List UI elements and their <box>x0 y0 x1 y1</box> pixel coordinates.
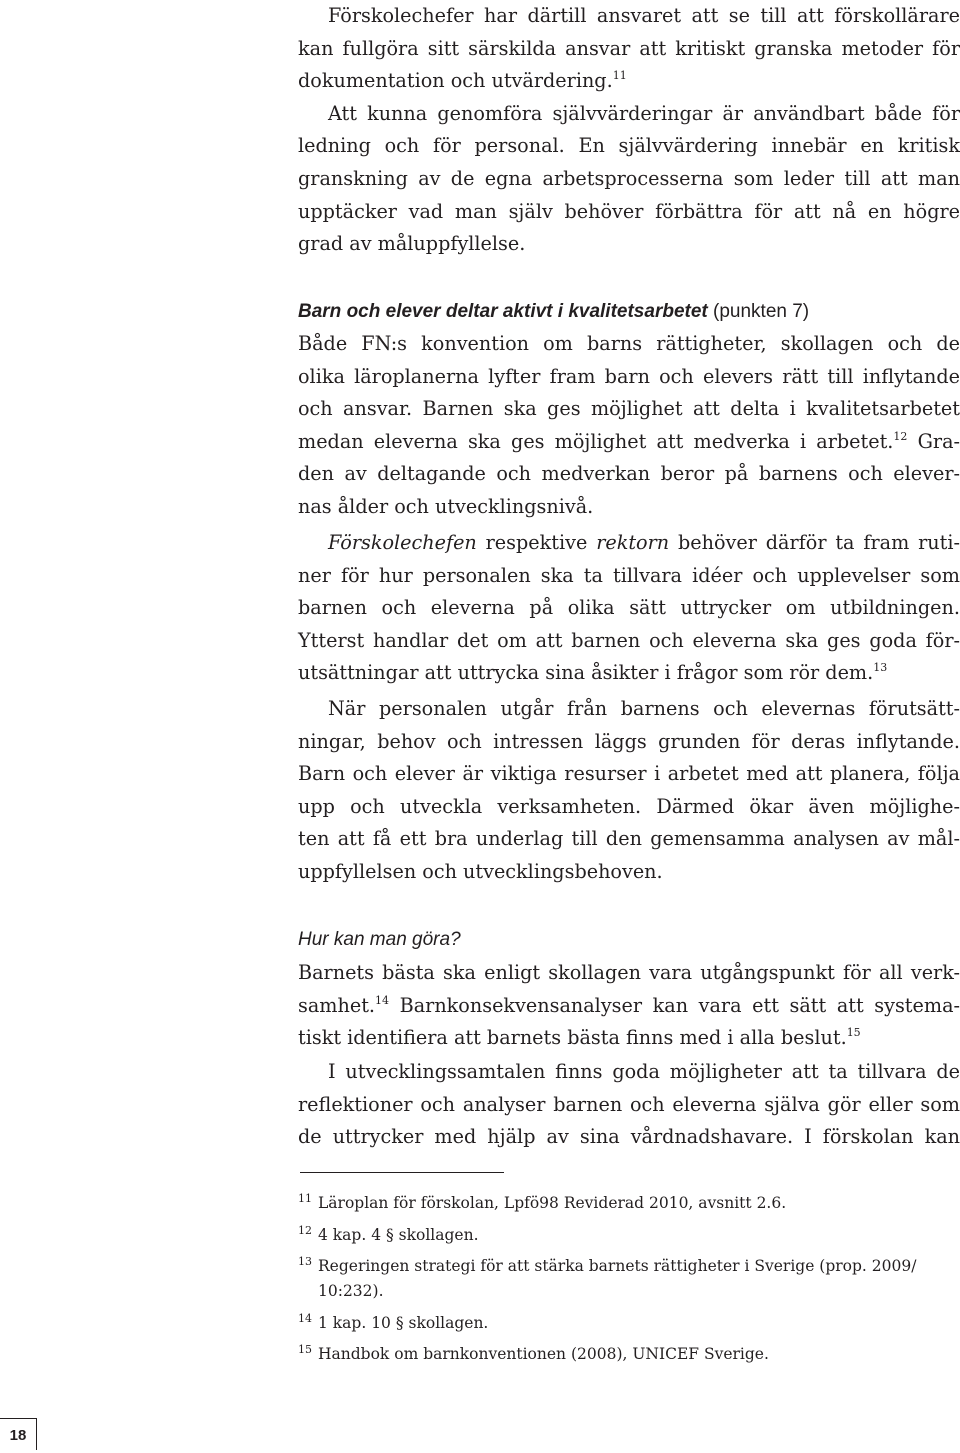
text-line: upp och utveckla verksamheten. Därmed ökar även möjlighe- <box>298 794 960 818</box>
footnote-ref: 12 <box>893 429 908 443</box>
text-fragment: utsättningar att uttrycka sina åsikter i frågor som rör dem. <box>298 661 874 685</box>
text-line: kan fullgöra sitt särskilda ansvar att kritiskt granska metoder för <box>298 36 960 60</box>
text-line: upptäcker vad man själv behöver förbättra för att nå en högre <box>298 199 960 223</box>
section1-paragraph-3 <box>298 693 960 889</box>
text-line: grad av måluppfyllelse. <box>298 232 526 256</box>
footnote-divider <box>300 1172 504 1173</box>
footnote-ref: 11 <box>612 69 627 83</box>
footnote-number: 14 <box>298 1312 312 1325</box>
text-fragment: Barnkonsekvensanalyser kan vara ett sätt att systema- <box>389 993 960 1017</box>
footnote <box>298 1249 916 1304</box>
text-line: Ytterst handlar det om att barnen och eleverna ska ges goda för- <box>298 628 960 652</box>
footnote-number: 13 <box>298 1255 312 1268</box>
italic-term: Förskolechefen <box>328 531 477 554</box>
footnote <box>298 1306 488 1336</box>
text-line: Både FN:s konvention om barns rättigheter, skollagen och de <box>298 332 960 355</box>
footnote-text: Regeringen strategi för att stärka barnets rättigheter i Sverige (prop. 2009/ <box>318 1257 917 1275</box>
text-line: När personalen utgår från barnens och elevernas förutsätt- <box>328 697 960 720</box>
text-line: nas ålder och utvecklingsnivå. <box>298 494 594 518</box>
text-line: ner för hur personalen ska ta tillvara idéer och upplevelser som <box>298 563 960 587</box>
text-line: Barn och elever är viktiga resurser i arbetet med att planera, följa <box>298 762 960 786</box>
text-line: I utvecklingssamtalen finns goda möjligheter att ta tillvara de <box>328 1060 960 1083</box>
footnote-text: Läroplan för förskolan, Lpfö98 Reviderad 2010, avsnitt 2.6. <box>318 1194 787 1212</box>
text-line: reflektioner och analyser barnen och eleverna själva gör eller som <box>298 1092 960 1116</box>
footnote <box>298 1337 769 1367</box>
text-line <box>298 1022 960 1055</box>
section1-paragraph-1 <box>298 328 960 524</box>
text-line: den av deltagande och medverkan beror på barnens och elever- <box>298 462 960 486</box>
text-line: och ansvar. Barnen ska ges möjlighet att delta i kvalitetsarbetet <box>298 397 960 421</box>
footnote-number: 11 <box>298 1192 312 1205</box>
text-line: granskning av de egna arbetsprocesserna som leder till att man <box>298 166 960 190</box>
footnote-text: 4 kap. 4 § skollagen. <box>318 1226 479 1244</box>
text-line: de uttrycker med hjälp av sina vårdnadshavare. I förskolan kan <box>298 1125 960 1149</box>
footnote-number: 15 <box>298 1343 312 1356</box>
text-fragment: tiskt identifiera att barnets bästa finns med i alla beslut. <box>298 1026 847 1050</box>
intro-paragraph <box>298 0 960 261</box>
page-number: 18 <box>0 1418 37 1450</box>
text-fragment: Gra- <box>907 429 960 453</box>
italic-term: rektorn <box>596 531 670 554</box>
footnote-text: 1 kap. 10 § skollagen. <box>318 1314 489 1332</box>
heading-bold: Barn och elever deltar aktivt i kvalitetsarbetet <box>298 301 708 322</box>
section2-paragraph-1 <box>298 957 960 1055</box>
text-fragment: medan eleverna ska ges möjlighet att medverka i arbetet. <box>298 429 894 453</box>
text-line: uppfyllelsen och utvecklingsbehoven. <box>298 859 663 883</box>
text-line: olika läroplanerna lyfter fram barn och elevers rätt till inflytande <box>298 364 960 388</box>
text-line: Barnets bästa ska enligt skollagen vara utgångspunkt för all verk- <box>298 961 960 984</box>
text-line <box>298 426 960 459</box>
footnote-text: 10:232). <box>318 1282 384 1300</box>
footnote-ref: 13 <box>873 661 888 675</box>
section-heading <box>298 296 960 328</box>
footnote-ref: 14 <box>375 993 390 1007</box>
footnote <box>298 1186 786 1216</box>
heading-rest: (punkten 7) <box>707 301 810 322</box>
text-line: Att kunna genomföra självvärderingar är användbart både för <box>328 101 960 125</box>
footnote-ref: 15 <box>846 1026 861 1040</box>
section1-paragraph-2 <box>298 527 960 690</box>
text-fragment: samhet. <box>298 993 376 1017</box>
text-fragment: respektive <box>476 531 597 554</box>
section-heading <box>298 924 960 956</box>
footnote-text: Handbok om barnkonventionen (2008), UNICEF Sverige. <box>318 1345 769 1363</box>
text-line: ningar, behov och intressen läggs grunden för deras inflytande. <box>298 729 960 753</box>
footnote-number: 12 <box>298 1224 312 1237</box>
heading-text: Hur kan man göra? <box>298 929 461 950</box>
text-fragment: behöver därför ta fram ruti- <box>669 531 960 554</box>
text-line <box>298 527 960 560</box>
text-line <box>298 657 960 690</box>
text-line: ledning och för personal. En självvärdering innebär en kritisk <box>298 134 960 158</box>
text-fragment: dokumentation och utvärdering. <box>298 69 613 93</box>
text-line <box>298 990 960 1023</box>
section2-paragraph-2 <box>298 1056 960 1154</box>
text-line: barnen och eleverna på olika sätt uttrycker om utbildningen. <box>298 596 960 620</box>
footnote <box>298 1218 479 1248</box>
text-line <box>298 65 960 98</box>
text-line: ten att få ett bra underlag till den gemensamma analysen av mål- <box>298 827 960 851</box>
text-line: Förskolechefer har därtill ansvaret att se till att förskollärare <box>328 4 960 27</box>
